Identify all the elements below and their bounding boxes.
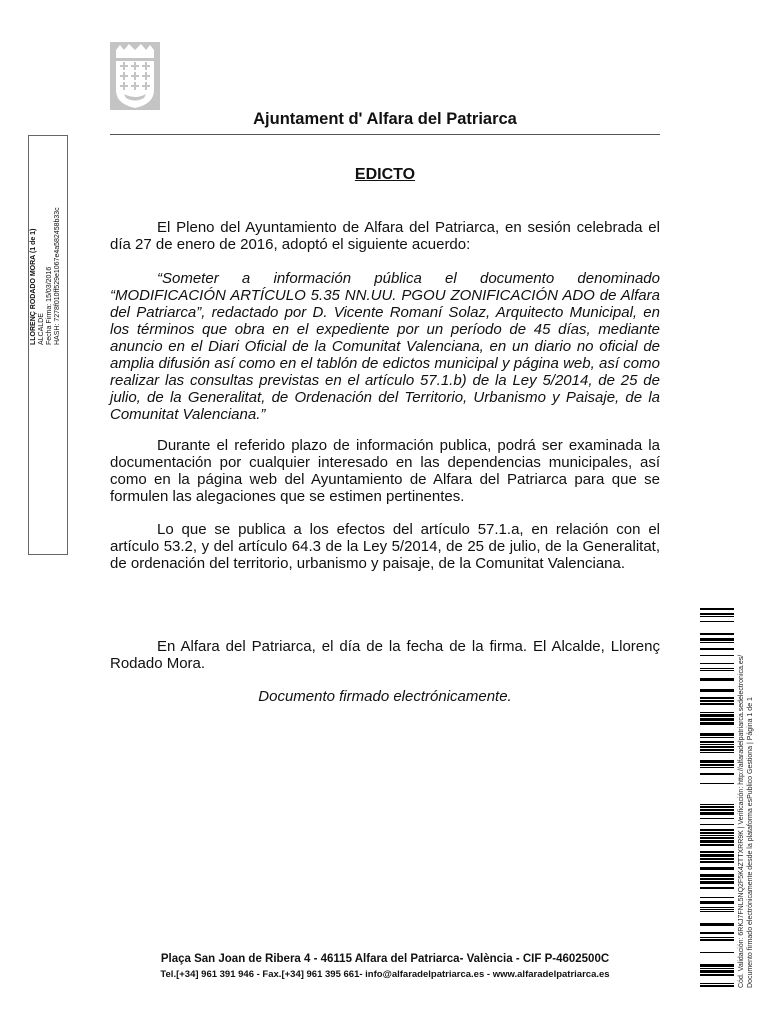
barcode-bar	[700, 642, 734, 643]
barcode-bar	[700, 700, 734, 702]
barcode-bar	[700, 939, 734, 941]
barcode-bar	[700, 737, 734, 738]
barcode-bar	[700, 878, 734, 880]
barcode-bar	[700, 887, 734, 889]
validation-code-line: Cód. Validación: 6RKJ7FNL5NQ2F5K4ZTTXRR9K | Verificación: http://alfaradelpatriarca.sedelectronica.es/	[738, 654, 745, 988]
barcode-bar	[700, 844, 734, 846]
barcode-bar	[700, 835, 734, 836]
signature-date: Fecha Firma: 15/03/2016	[46, 266, 53, 345]
barcode-bar	[700, 818, 734, 819]
barcode-bar	[700, 901, 734, 904]
barcode-bar	[700, 861, 734, 863]
signature-stamp-text	[30, 207, 62, 345]
barcode-bar	[700, 952, 734, 953]
barcode-bar	[700, 964, 734, 967]
barcode-bar	[700, 937, 734, 938]
barcode-bar	[700, 840, 734, 843]
barcode-bar	[700, 932, 734, 934]
barcode-bar	[700, 809, 734, 811]
barcode-bar	[700, 832, 734, 834]
barcode-bar	[700, 764, 734, 766]
barcode-bar	[700, 829, 734, 831]
barcode-bar	[700, 760, 734, 763]
barcode-bar	[700, 824, 734, 825]
barcode-bar	[700, 970, 734, 973]
signature-stamp-box	[28, 135, 68, 555]
barcode-bar	[700, 718, 734, 721]
barcode-bar	[700, 874, 734, 877]
barcode-bar	[700, 897, 734, 898]
barcode-bar	[700, 867, 734, 870]
barcode-bar	[700, 608, 734, 610]
barcode-bar	[700, 983, 734, 984]
barcode-bar	[700, 638, 734, 641]
barcode-bar	[700, 851, 734, 853]
paragraph-signature-place: En Alfara del Patriarca, el día de la fecha de la firma. El Alcalde, Llorenç Rodado Mora.	[110, 638, 660, 672]
barcode-bar	[700, 746, 734, 748]
paragraph-intro: El Pleno del Ayuntamiento de Alfara del Patriarca, en sesión celebrada el día 27 de enero de 2016, adoptó el siguiente acuerdo:	[110, 219, 660, 253]
barcode-bar	[700, 773, 734, 775]
barcode-bar	[700, 854, 734, 857]
footer-contact: Tel.[+34] 961 391 946 - Fax.[+34] 961 395 661- info@alfaradelpatriarca.es - www.alfaradelpatriarca.es	[160, 969, 610, 980]
footer-address: Plaça San Joan de Ribera 4 - 46115 Alfara del Patriarca- València - CIF P-4602500C	[160, 953, 610, 965]
validation-barcode	[700, 608, 734, 988]
barcode-bar	[700, 733, 734, 736]
barcode-bar	[700, 752, 734, 753]
signature-role: ALCALDE	[38, 313, 45, 345]
barcode-bar	[700, 911, 734, 912]
barcode-bar	[700, 858, 734, 860]
barcode-bar	[700, 909, 734, 910]
barcode-bar	[700, 806, 734, 808]
paragraph-legal-effects: Lo que se publica a los efectos del artículo 57.1.a, en relación con el artículo 53.2, y del artículo 64.3 de la Ley 5/2014, de 25 de julio, de la Generalitat, de ordenación del territorio, urbanismo y paisaje, de la Comunitat Valenciana.	[110, 521, 660, 572]
validation-info-text	[738, 655, 755, 988]
barcode-bar	[700, 923, 734, 926]
barcode-bar	[700, 812, 734, 815]
signature-hash: HASH: 7278f010ff529e1067e4a582458b33c	[54, 207, 61, 345]
electronically-signed-note: Documento firmado electrónicamente.	[258, 688, 512, 705]
barcode-bar	[700, 668, 734, 669]
barcode-bar	[700, 663, 734, 664]
barcode-bar	[700, 767, 734, 768]
barcode-bar	[700, 741, 734, 743]
validation-platform-line: Documento firmado electrónicamente desde la plataforma esPublico Gestiona | Página 1 de 1	[746, 697, 754, 988]
barcode-bar	[700, 689, 734, 692]
barcode-bar	[700, 804, 734, 805]
barcode-bar	[700, 621, 734, 622]
barcode-bar	[700, 712, 734, 713]
barcode-bar	[700, 985, 734, 987]
paragraph-examination-period: Durante el referido plazo de información publica, podrá ser examinada la documentación por cualquier interesado en las dependencias municipales, así como en la página web del Ayuntamiento de Alfara del Patriarca para que se formulen las alegaciones que se estimen pertinentes.	[110, 437, 660, 505]
barcode-bar	[700, 907, 734, 908]
paragraph-agreement-quote: “Someter a información pública el documento denominado “MODIFICACIÓN ARTÍCULO 5.35 NN.UU. PGOU ZONIFICACIÓN ADO de Alfara del Patriarca”, redactado por D. Vicente Romaní Solaz, Arquitecto Municipal, en los términos que obra en el expediente por un período de 45 días, mediante anuncio en el Diari Oficial de la Comunitat Valenciana, en un diario no oficial de amplia difusión así como en el tablón de edictos municipal y página web, así como realizar las consultas previstas en el artículo 57.1.b) de la Ley 5/2014, de 25 de julio, de la Generalitat, de Ordenación del Territorio, Urbanismo y Paisaje, de la Comunitat Valenciana.”	[110, 270, 660, 423]
signature-signer: LLORENÇ RODADO MORA (1 de 1)	[30, 228, 37, 345]
barcode-bar	[700, 655, 734, 656]
barcode-bar	[700, 744, 734, 745]
barcode-bar	[700, 648, 734, 650]
barcode-bar	[700, 697, 734, 699]
barcode-bar	[700, 714, 734, 717]
barcode-bar	[700, 613, 734, 615]
barcode-bar	[700, 633, 734, 635]
barcode-bar	[700, 722, 734, 725]
barcode-bar	[700, 881, 734, 884]
barcode-bar	[700, 670, 734, 671]
municipal-coat-of-arms-logo	[110, 42, 160, 110]
barcode-bar	[700, 968, 734, 969]
barcode-bar	[700, 616, 734, 617]
barcode-bar	[700, 749, 734, 751]
barcode-bar	[700, 783, 734, 784]
barcode-bar	[700, 678, 734, 681]
document-title: EDICTO	[354, 166, 416, 183]
header-divider	[110, 134, 660, 135]
barcode-bar	[700, 703, 734, 705]
barcode-bar	[700, 837, 734, 839]
header-title: Ajuntament d' Alfara del Patriarca	[253, 110, 517, 128]
barcode-bar	[700, 974, 734, 976]
